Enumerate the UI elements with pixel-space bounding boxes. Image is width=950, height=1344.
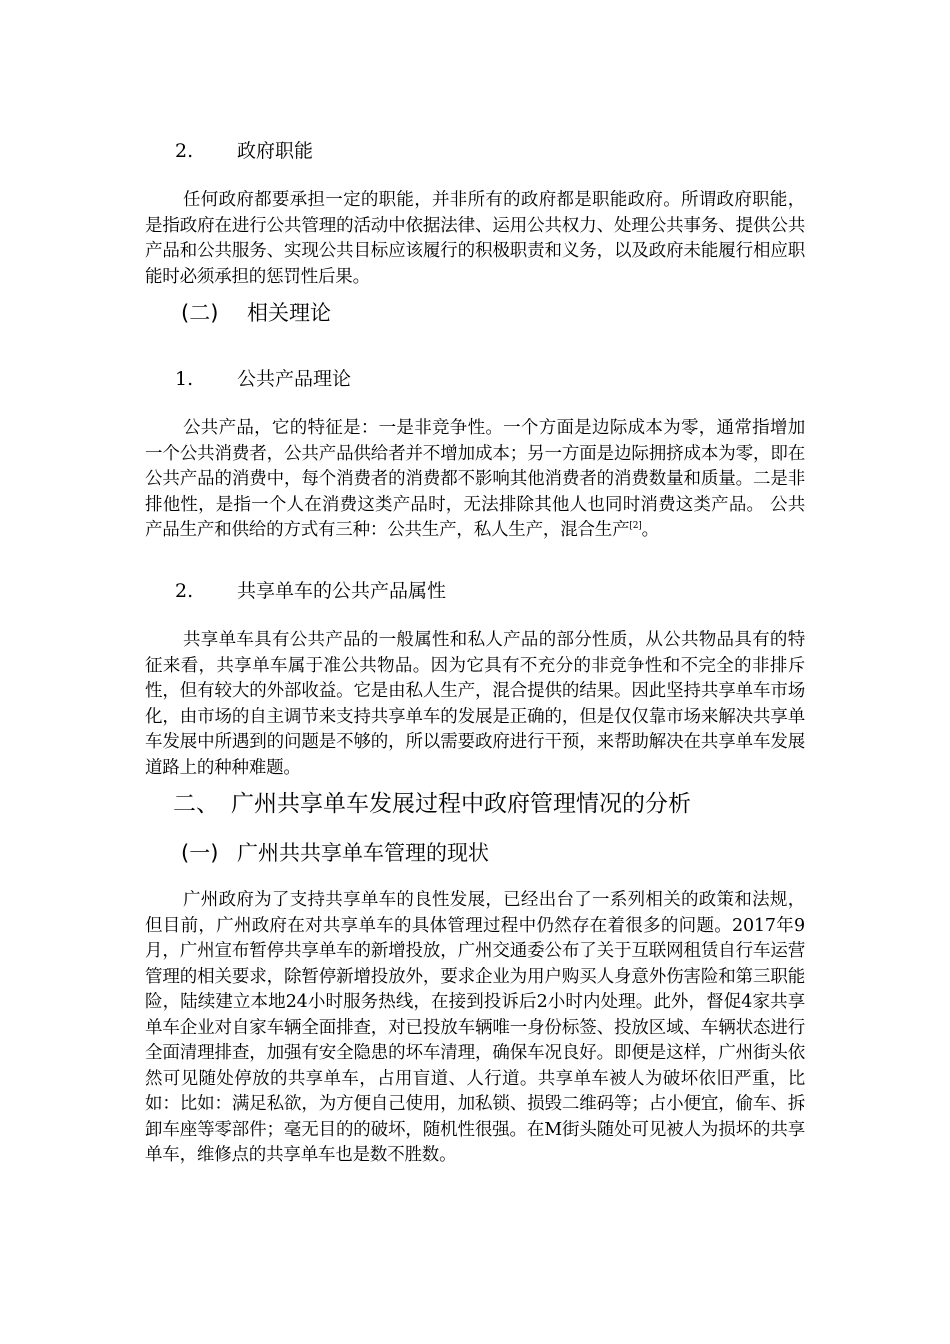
heading-number: 1. [175, 368, 194, 390]
heading-label: (二) [181, 301, 219, 325]
paragraph-text: 公共产品，它的特征是：一是非竞争性。一个方面是边际成本为零，通常指增加一个公共消费者，公共产品供给者并不增加成本；另一方面是边际拥挤成本为零，即在公共产品的消费中，每个消费者的消费都不影响其他消费者的消费数量和质量。二是非排他性，是指一个人在消费这类产品时，无法排除其他人也同时消费这类产品。 公共产品生产和供给的方式有三种：公共生产，私人生产，混合生产 [145, 418, 805, 540]
heading-title: 共享单车的公共产品属性 [237, 580, 447, 602]
heading-title: 政府职能 [237, 140, 314, 162]
heading-chapter-two [145, 788, 805, 820]
citation-ref: [2] [629, 521, 642, 532]
heading-title: 广州共共享单车管理的现状 [237, 841, 489, 865]
heading-bike-attribute [145, 578, 805, 604]
paragraph-govt-function: 任何政府都要承担一定的职能，并非所有的政府都是职能政府。所谓政府职能，是指政府在进行公共管理的活动中依据法律、运用公共权力、处理公共事务、提供公共产品和公共服务、实现公共目标应该履行的积极职责和义务，以及政府未能履行相应职能时必须承担的惩罚性后果。 [145, 190, 805, 287]
heading-number: 2. [175, 140, 194, 162]
paragraph-public-goods-theory [145, 416, 805, 544]
heading-number: 2. [175, 580, 194, 602]
heading-public-goods-theory [145, 366, 805, 392]
paragraph-bike-attribute: 共享单车具有公共产品的一般属性和私人产品的部分性质，从公共物品具有的特征来看，共享单车属于准公共物品。因为它具有不充分的非竞争性和不完全的非排斥性，但有较大的外部收益。它是由私人生产，混合提供的结果。因此坚持共享单车市场化，由市场的自主调节来支持共享单车的发展是正确的，但是仅仅靠市场来解决共享单车发展中所遇到的问题是不够的，所以需要政府进行干预，来帮助解决在共享单车发展道路上的种种难题。 [145, 630, 805, 778]
paragraph-current-state: 广州政府为了支持共享单车的良性发展，已经出台了一系列相关的政策和法规，但目前，广州政府在对共享单车的具体管理过程中仍然存在着很多的问题。2017年9月，广州宣布暂停共享单车的新增投放，广州交通委公布了关于互联网租赁自行车运营管理的相关要求，除暂停新增投放外，要求企业为用户购买人身意外伤害险和第三职能险，陆续建立本地24小时服务热线，在接到投诉后2小时内处理。此外，督促4家共享单车企业对自家车辆全面排查，对已投放车辆唯一身份标签、投放区域、车辆状态进行全面清理排查，加强有安全隐患的坏车清理，确保车况良好。即便是这样，广州街头依然可见随处停放的共享单车，占用盲道、人行道。共享单车被人为破坏依旧严重，比如：比如：满足私欲，为方便自己使用，加私锁、损毁二维码等；占小便宜，偷车、拆卸车座等零部件；毫无目的的破坏，随机性很强。在M街头随处可见被人为损坏的共享单车，维修点的共享单车也是数不胜数。 [145, 890, 805, 1165]
heading-label: 二、 [173, 791, 219, 817]
paragraph-end: 。 [641, 520, 659, 540]
heading-current-state [145, 838, 805, 868]
heading-title: 公共产品理论 [237, 368, 352, 390]
heading-govt-function [145, 138, 805, 164]
heading-title: 相关理论 [247, 301, 331, 325]
heading-related-theory [145, 298, 805, 328]
heading-title: 广州共享单车发展过程中政府管理情况的分析 [231, 791, 691, 817]
heading-label: (一) [181, 841, 219, 865]
